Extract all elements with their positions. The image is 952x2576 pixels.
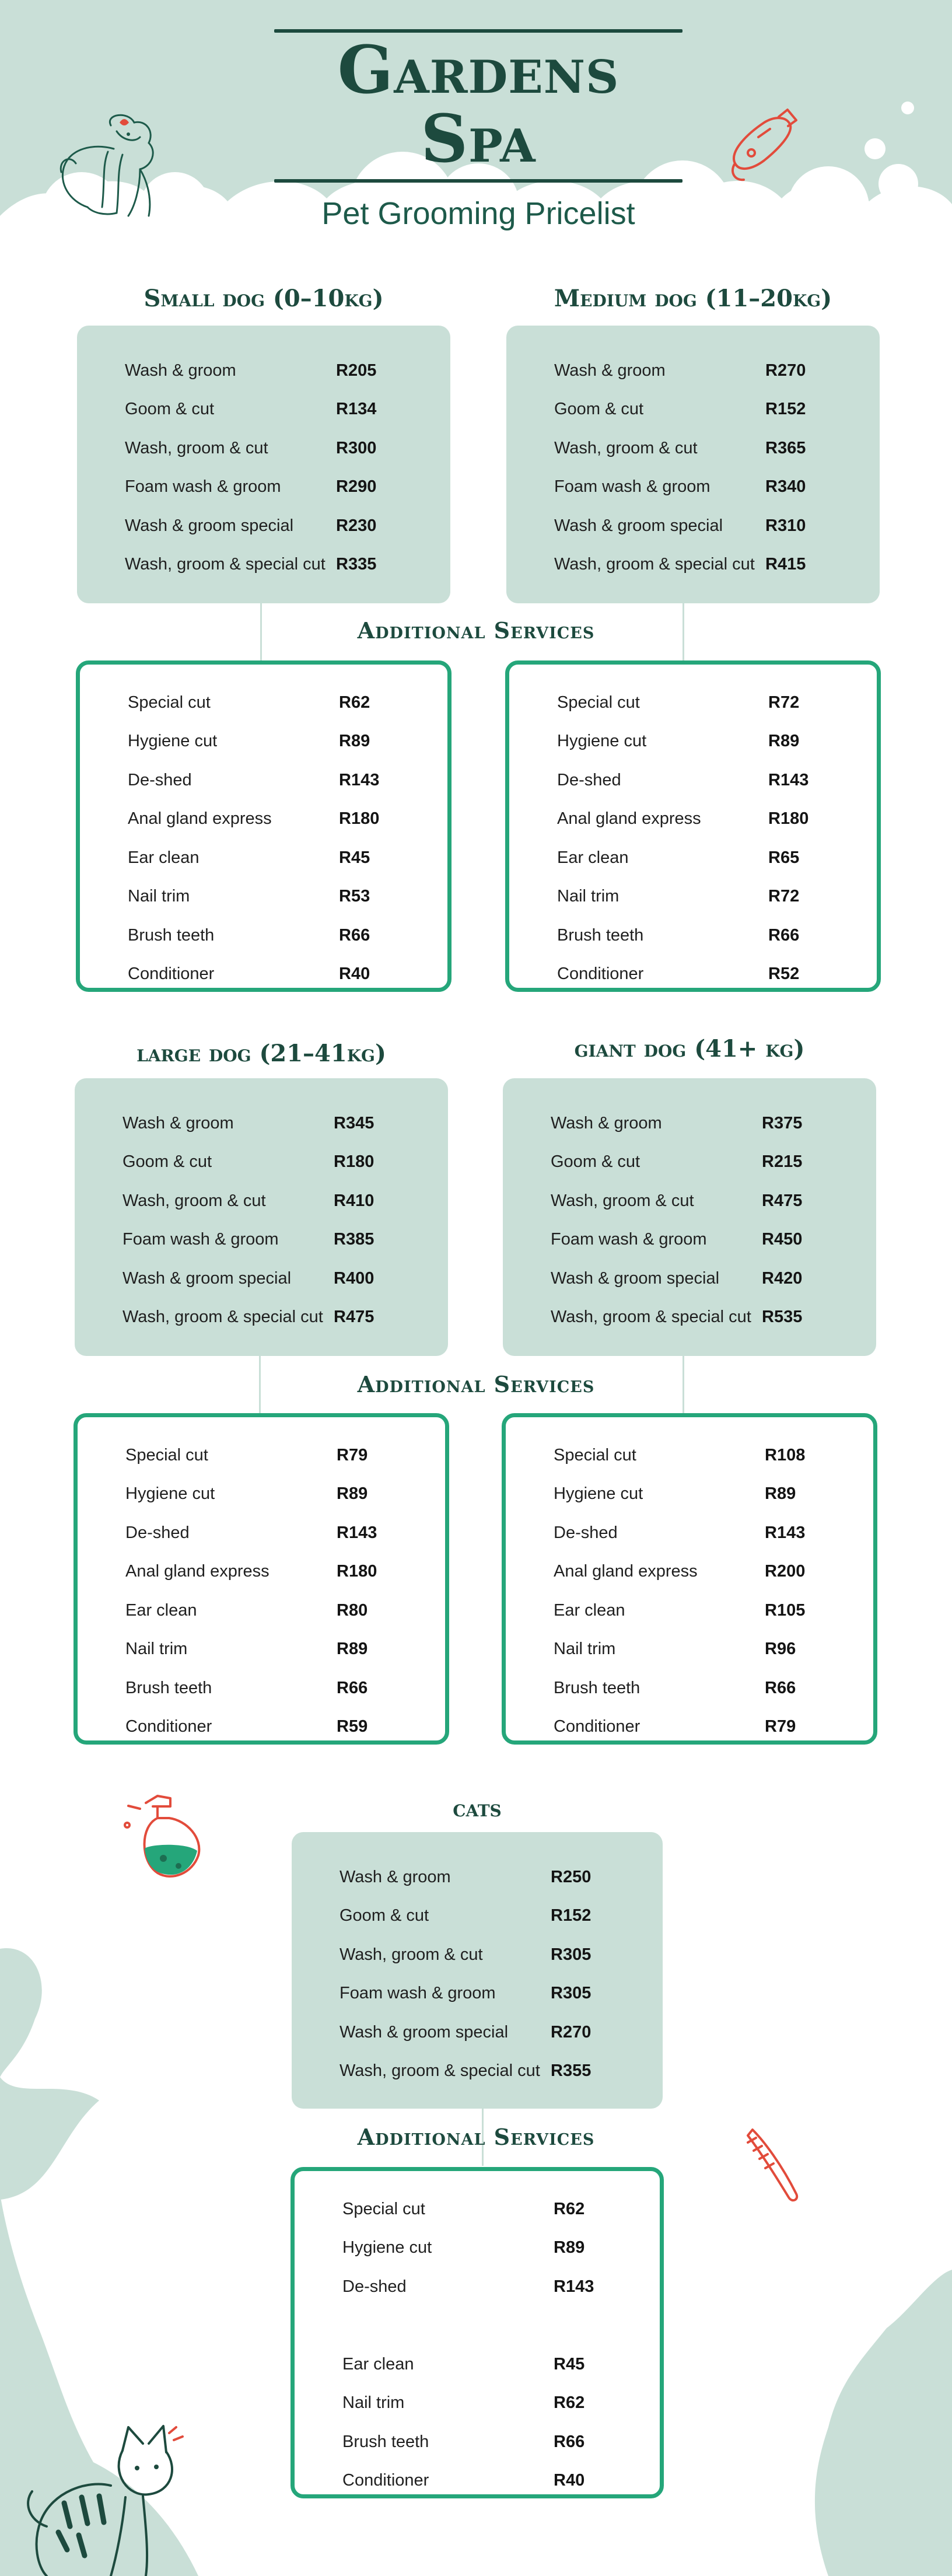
service-price: R143	[768, 770, 809, 789]
service-name: Foam wash & groom	[551, 1230, 707, 1249]
price-row	[551, 1143, 864, 1182]
service-name: Wash & groom	[551, 1113, 662, 1133]
price-row	[554, 506, 868, 546]
service-price: R415	[765, 555, 806, 574]
price-row	[125, 1591, 433, 1630]
service-price: R215	[762, 1152, 803, 1172]
service-price: R89	[765, 1484, 796, 1504]
additional-box-small-dog	[76, 660, 452, 992]
service-price: R66	[765, 1678, 796, 1697]
service-name: De-shed	[557, 770, 621, 789]
service-price: R535	[762, 1308, 803, 1327]
service-name: Wash & groom special	[123, 1268, 292, 1288]
price-row	[125, 429, 439, 468]
dog-illustration	[52, 108, 181, 219]
price-row	[125, 1436, 433, 1475]
service-price: R66	[554, 2432, 585, 2451]
service-price: R96	[765, 1640, 796, 1659]
service-name: Anal gland express	[554, 1562, 698, 1581]
service-price: R62	[554, 2199, 585, 2218]
service-price: R475	[762, 1191, 803, 1210]
service-name: Wash, groom & special cut	[125, 555, 326, 574]
price-row	[554, 1436, 862, 1475]
service-price: R53	[339, 887, 370, 906]
brand-subtitle: Pet Grooming Pricelist	[321, 196, 635, 232]
service-name: Wash, groom & cut	[551, 1191, 694, 1210]
price-row	[557, 722, 865, 761]
service-price: R80	[337, 1600, 368, 1620]
service-name: De-shed	[554, 1523, 618, 1542]
service-name: Nail trim	[557, 887, 620, 906]
service-price: R152	[765, 400, 806, 419]
price-row	[128, 761, 436, 800]
service-name: Foam wash & groom	[123, 1230, 279, 1249]
price-row	[551, 1182, 864, 1221]
service-price: R305	[551, 1984, 592, 2003]
service-price: R450	[762, 1230, 803, 1249]
service-name: Goom & cut	[125, 400, 215, 419]
price-box-small-dog	[77, 326, 450, 603]
price-row	[557, 838, 865, 878]
service-price: R59	[337, 1717, 368, 1736]
additional-box-giant-dog	[502, 1413, 877, 1745]
service-price: R365	[765, 438, 806, 457]
price-row	[340, 1935, 651, 1974]
service-name: Nail trim	[554, 1640, 616, 1659]
price-row	[554, 1708, 862, 1747]
service-price: R52	[768, 964, 800, 984]
service-price: R65	[768, 848, 800, 867]
additional-services-title-2: Additional Services	[357, 1371, 595, 1397]
price-row	[125, 1708, 433, 1747]
service-name: Anal gland express	[557, 809, 701, 829]
service-name: Special cut	[125, 1445, 208, 1464]
service-price: R45	[554, 2354, 585, 2374]
price-row	[128, 916, 436, 955]
service-price: R72	[768, 887, 800, 906]
price-row	[551, 1104, 864, 1143]
service-price: R180	[339, 809, 380, 829]
service-name: Conditioner	[557, 964, 644, 984]
service-price: R345	[334, 1113, 374, 1133]
service-price: R66	[337, 1678, 368, 1697]
service-price: R335	[336, 555, 377, 574]
price-row	[125, 1514, 433, 1553]
service-name: Special cut	[554, 1445, 636, 1464]
price-row	[342, 2229, 648, 2268]
service-name: Conditioner	[125, 1717, 212, 1736]
service-name: Wash & groom special	[125, 516, 294, 535]
price-row	[342, 2423, 648, 2462]
section-title-medium-dog: Medium dog (11–20kg)	[554, 285, 832, 312]
price-row	[125, 1669, 433, 1708]
service-name: Ear clean	[557, 848, 629, 867]
price-row	[123, 1143, 436, 1182]
price-row	[342, 2267, 648, 2306]
service-price: R270	[765, 361, 806, 380]
price-row	[551, 1221, 864, 1260]
service-price: R375	[762, 1113, 803, 1133]
service-price: R305	[551, 1945, 592, 1964]
price-row	[557, 761, 865, 800]
service-name: Ear clean	[342, 2354, 414, 2374]
price-row	[125, 468, 439, 507]
service-price: R62	[554, 2393, 585, 2413]
service-name: Brush teeth	[557, 925, 644, 945]
service-name: Goom & cut	[123, 1152, 212, 1172]
service-price: R66	[768, 925, 800, 945]
cat-illustration	[23, 2410, 192, 2576]
price-row	[125, 1630, 433, 1669]
price-box-cats	[292, 1832, 663, 2109]
additional-box-medium-dog	[505, 660, 881, 992]
price-row	[554, 1514, 862, 1553]
price-row	[554, 546, 868, 585]
price-row	[554, 468, 868, 507]
price-row	[123, 1298, 436, 1337]
service-name: Brush teeth	[342, 2432, 429, 2451]
service-name: Hygiene cut	[554, 1484, 643, 1504]
brand-title: Gardens Spa	[337, 32, 620, 177]
price-row	[557, 916, 865, 955]
section-title-cats: cats	[453, 1795, 502, 1822]
service-name: Conditioner	[128, 964, 215, 984]
service-price: R310	[765, 516, 806, 535]
price-row	[128, 722, 436, 761]
service-name: Wash, groom & special cut	[551, 1308, 751, 1327]
price-row	[128, 838, 436, 878]
service-price: R66	[339, 925, 370, 945]
price-row	[342, 2306, 648, 2346]
service-price: R205	[336, 361, 377, 380]
service-price: R300	[336, 438, 377, 457]
service-name: Goom & cut	[551, 1152, 640, 1172]
price-box-giant-dog	[503, 1078, 876, 1356]
price-row	[125, 506, 439, 546]
service-price: R105	[765, 1600, 806, 1620]
service-price: R89	[337, 1640, 368, 1659]
service-price: R45	[339, 848, 370, 867]
price-row	[340, 2052, 651, 2091]
service-name: Special cut	[557, 693, 640, 712]
price-row	[340, 2013, 651, 2052]
price-row	[128, 955, 436, 994]
price-row	[342, 2190, 648, 2229]
brand-rule-bottom	[274, 179, 682, 183]
price-row	[128, 683, 436, 722]
price-row	[557, 683, 865, 722]
service-name: Wash, groom & special cut	[340, 2061, 540, 2081]
service-name: Special cut	[128, 693, 211, 712]
service-name: Anal gland express	[128, 809, 272, 829]
service-name: Wash & groom	[125, 361, 236, 380]
service-price: R40	[554, 2471, 585, 2490]
service-price: R79	[765, 1717, 796, 1736]
service-price: R143	[554, 2277, 594, 2296]
service-price: R89	[339, 732, 370, 751]
service-name: Wash, groom & cut	[554, 438, 698, 457]
service-name: Hygiene cut	[128, 732, 218, 751]
service-price: R40	[339, 964, 370, 984]
price-row	[554, 1475, 862, 1514]
service-name: Conditioner	[554, 1717, 640, 1736]
clipper-icon	[723, 105, 805, 187]
service-name: Anal gland express	[125, 1562, 270, 1581]
service-name: Foam wash & groom	[554, 477, 710, 497]
service-name: Wash & groom	[340, 1867, 451, 1886]
service-price: R340	[765, 477, 806, 497]
service-name: De-shed	[128, 770, 192, 789]
service-price: R143	[339, 770, 380, 789]
service-name: Ear clean	[128, 848, 200, 867]
price-row	[123, 1221, 436, 1260]
service-price: R230	[336, 516, 377, 535]
service-name: Wash & groom	[123, 1113, 234, 1133]
service-price: R89	[554, 2238, 585, 2257]
service-price: R89	[337, 1484, 368, 1504]
price-box-large-dog	[75, 1078, 448, 1356]
service-price: R410	[334, 1191, 374, 1210]
section-title-giant-dog: giant dog (41+ kg)	[574, 1035, 805, 1062]
service-price: R79	[337, 1445, 368, 1464]
additional-services-title-3: Additional Services	[357, 2124, 595, 2150]
service-price: R200	[765, 1562, 806, 1581]
section-title-large-dog: large dog (21–41kg)	[136, 1040, 386, 1067]
service-name: Ear clean	[125, 1600, 197, 1620]
price-row	[123, 1182, 436, 1221]
service-name: Brush teeth	[128, 925, 215, 945]
additional-box-large-dog	[74, 1413, 449, 1745]
service-name: Wash & groom special	[551, 1268, 720, 1288]
additional-services-title-1: Additional Services	[357, 617, 595, 644]
service-name: Foam wash & groom	[340, 1984, 496, 2003]
service-name: Nail trim	[342, 2393, 405, 2413]
service-name: Hygiene cut	[342, 2238, 432, 2257]
price-row	[125, 1553, 433, 1592]
price-row	[554, 1553, 862, 1592]
service-name: Conditioner	[342, 2471, 429, 2490]
service-name: Brush teeth	[554, 1678, 640, 1697]
service-name: Wash, groom & cut	[123, 1191, 266, 1210]
service-name: Nail trim	[128, 887, 190, 906]
service-name: Goom & cut	[554, 400, 644, 419]
price-row	[128, 800, 436, 839]
service-price: R355	[551, 2061, 592, 2081]
service-name: Hygiene cut	[557, 732, 647, 751]
service-name: Special cut	[342, 2199, 425, 2218]
price-row	[551, 1298, 864, 1337]
service-name: Brush teeth	[125, 1678, 212, 1697]
service-price: R385	[334, 1230, 374, 1249]
comb-icon	[741, 2118, 811, 2205]
service-price: R143	[765, 1523, 806, 1542]
price-row	[557, 878, 865, 917]
price-row	[125, 351, 439, 390]
service-name: Wash & groom	[554, 361, 666, 380]
service-name: Goom & cut	[340, 1906, 429, 1925]
brand-header	[274, 29, 682, 232]
price-row	[342, 2345, 648, 2384]
price-row	[123, 1259, 436, 1298]
spray-bottle-icon	[123, 1785, 210, 1885]
price-row	[554, 351, 868, 390]
price-row	[554, 1669, 862, 1708]
service-price: R152	[551, 1906, 592, 1925]
service-name: Foam wash & groom	[125, 477, 281, 497]
service-name: Wash, groom & special cut	[554, 555, 755, 574]
service-price: R270	[551, 2022, 592, 2042]
service-price: R72	[768, 693, 800, 712]
service-name: Wash, groom & cut	[125, 438, 268, 457]
service-price: R180	[334, 1152, 374, 1172]
price-row	[557, 800, 865, 839]
service-name: Wash, groom & special cut	[123, 1308, 323, 1327]
section-title-small-dog: Small dog (0–10kg)	[144, 285, 384, 312]
price-row	[554, 390, 868, 429]
service-price: R108	[765, 1445, 806, 1464]
price-row	[340, 1858, 651, 1897]
service-price: R475	[334, 1308, 374, 1327]
service-name: Ear clean	[554, 1600, 625, 1620]
service-name: Nail trim	[125, 1640, 188, 1659]
service-name: Wash & groom special	[554, 516, 723, 535]
service-price: R62	[339, 693, 370, 712]
service-price: R180	[768, 809, 809, 829]
price-row	[125, 546, 439, 585]
price-row	[340, 1897, 651, 1936]
service-name: Wash, groom & cut	[340, 1945, 483, 1964]
price-row	[551, 1259, 864, 1298]
price-row	[554, 1591, 862, 1630]
service-name: De-shed	[342, 2277, 407, 2296]
service-price: R143	[337, 1523, 377, 1542]
price-row	[125, 1475, 433, 1514]
service-price: R89	[768, 732, 800, 751]
service-name: De-shed	[125, 1523, 190, 1542]
service-price: R400	[334, 1268, 374, 1288]
service-name: Hygiene cut	[125, 1484, 215, 1504]
price-row	[340, 1974, 651, 2014]
price-row	[342, 2462, 648, 2501]
price-row	[123, 1104, 436, 1143]
price-row	[557, 955, 865, 994]
service-price: R134	[336, 400, 377, 419]
price-row	[554, 1630, 862, 1669]
additional-box-cats	[290, 2167, 664, 2498]
price-row	[342, 2384, 648, 2423]
price-row	[554, 429, 868, 468]
service-price: R420	[762, 1268, 803, 1288]
service-price: R250	[551, 1867, 592, 1886]
service-name: Wash & groom special	[340, 2022, 509, 2042]
service-price: R180	[337, 1562, 377, 1581]
price-row	[125, 390, 439, 429]
service-price: R290	[336, 477, 377, 497]
price-box-medium-dog	[506, 326, 880, 603]
price-row	[128, 878, 436, 917]
